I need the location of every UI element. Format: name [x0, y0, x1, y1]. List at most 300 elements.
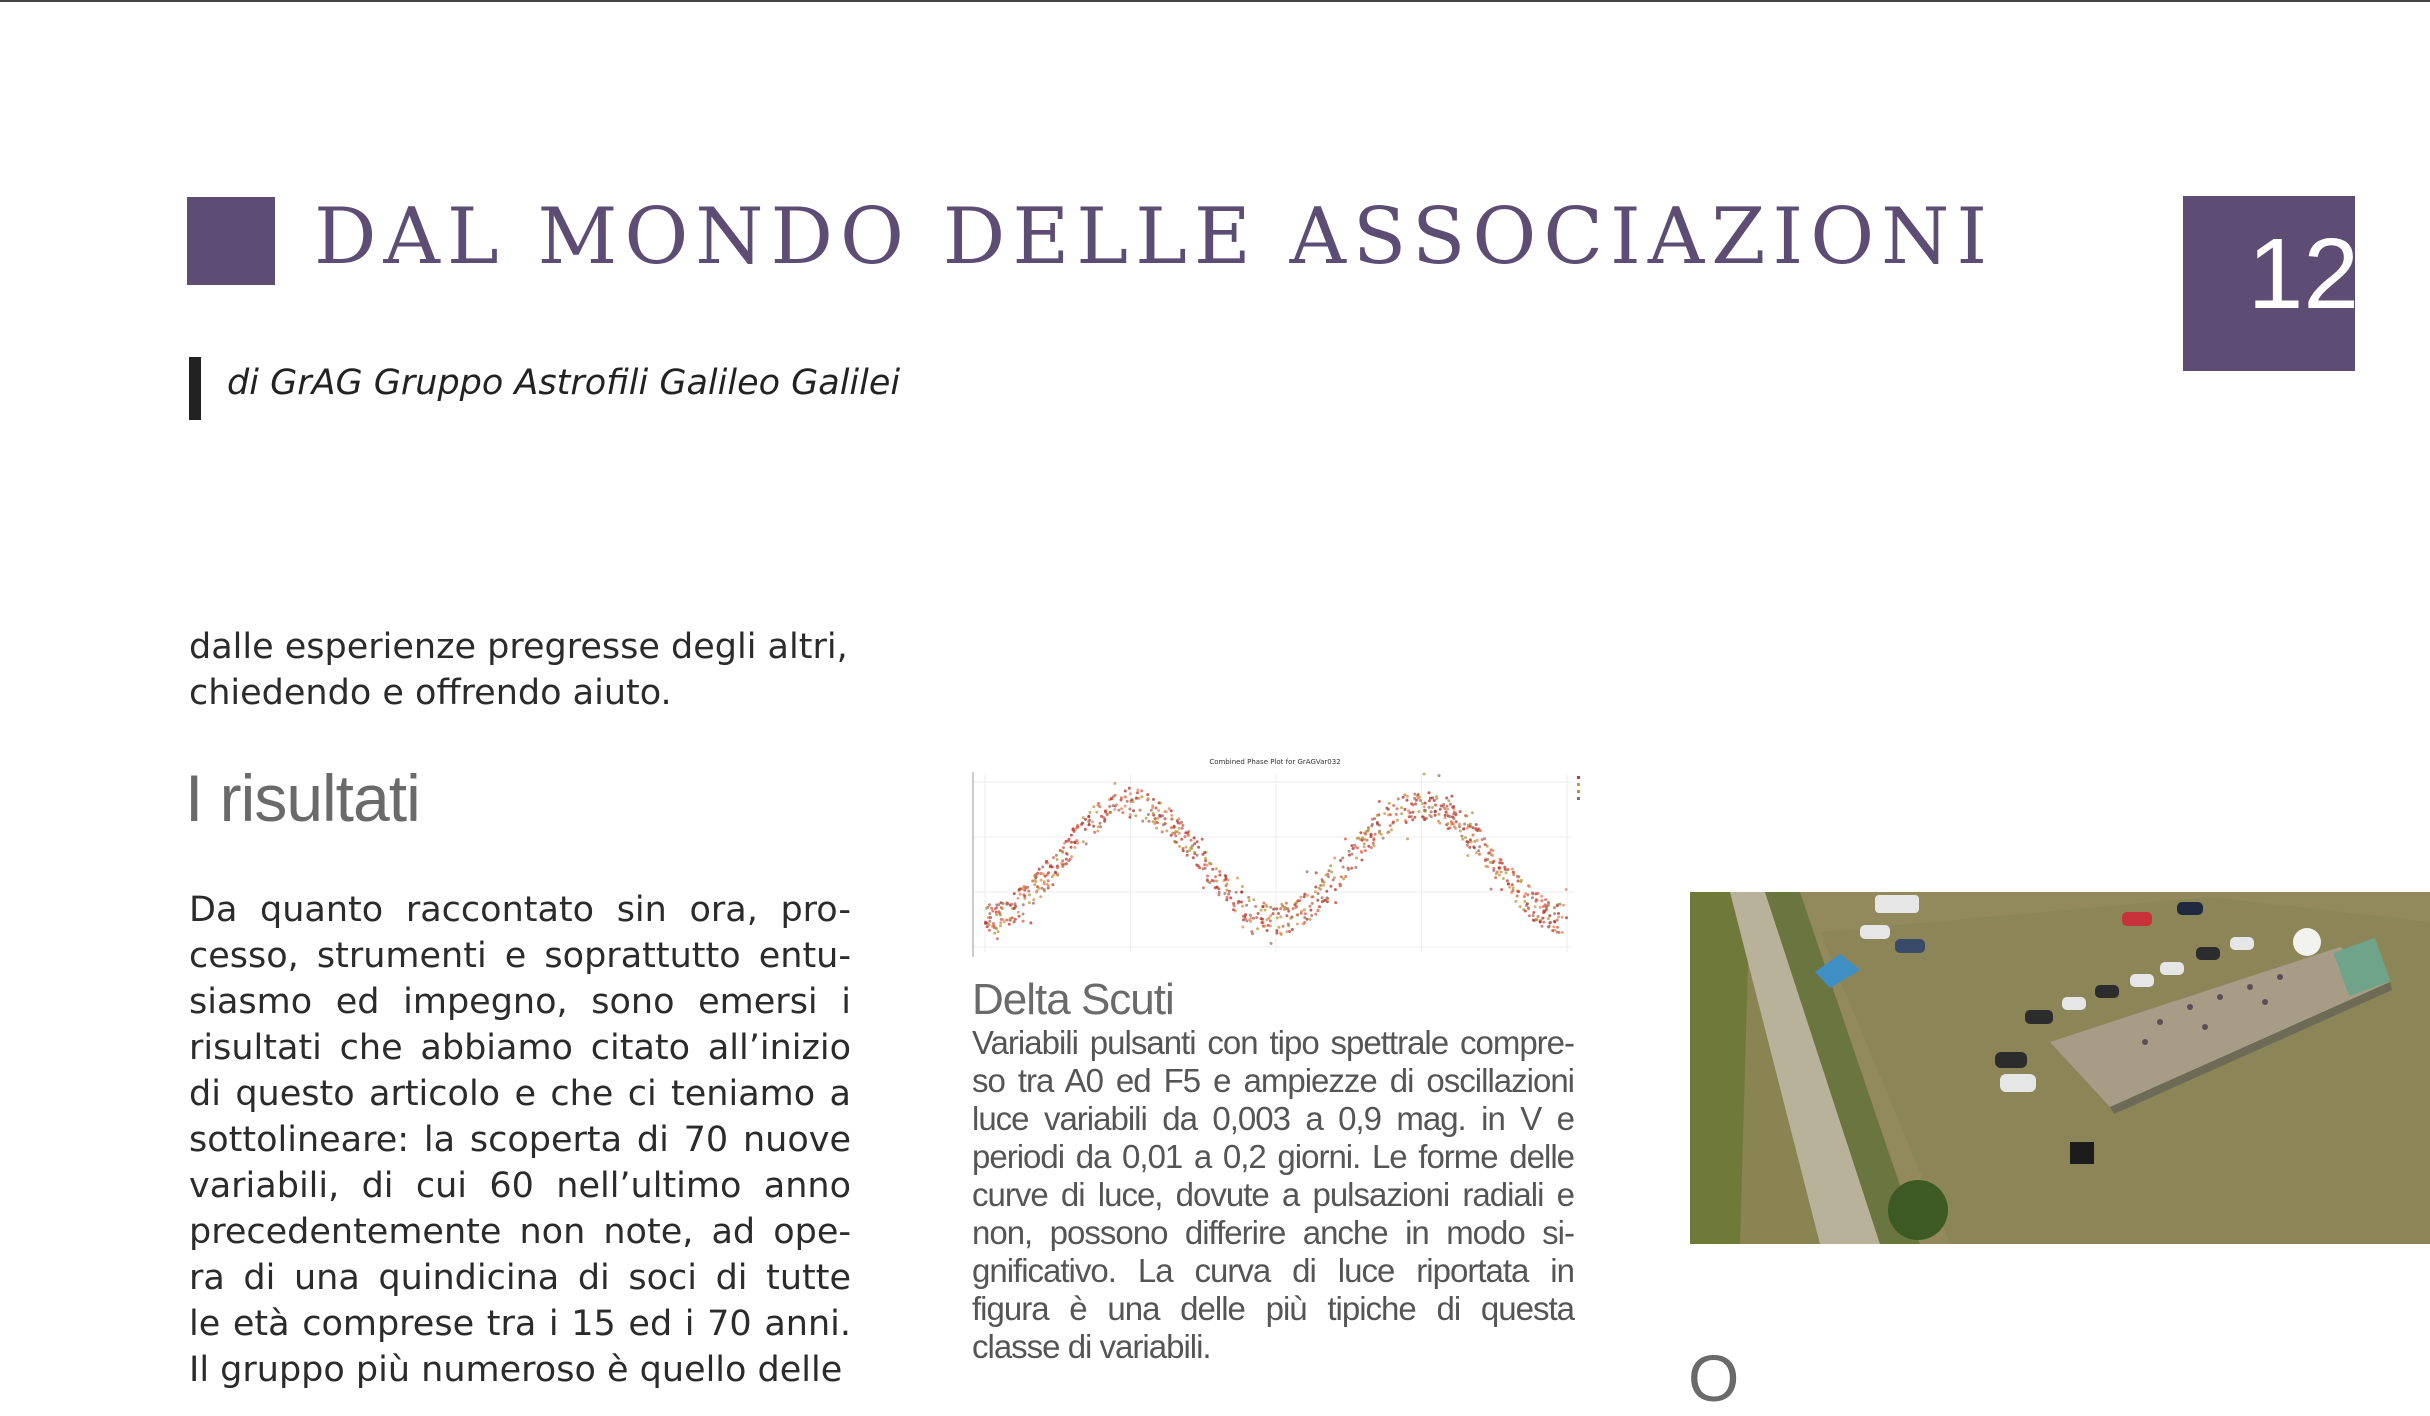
data-point [1170, 814, 1173, 817]
data-point [1208, 862, 1211, 865]
data-point [1040, 879, 1043, 882]
data-point [1505, 871, 1508, 874]
page-number: 12 [2247, 218, 2359, 330]
car [2095, 985, 2119, 998]
caption-line: curve di luce, dovute a pulsazioni radiali e [972, 1176, 1574, 1213]
data-point [1344, 838, 1347, 841]
data-point [1544, 903, 1547, 906]
legend-swatch [1577, 783, 1580, 786]
data-point [1055, 854, 1058, 857]
data-point [1140, 789, 1143, 792]
data-point [1466, 826, 1469, 829]
data-point [1309, 905, 1312, 908]
data-point [1300, 912, 1303, 915]
data-point [1512, 887, 1515, 890]
data-point [1018, 888, 1021, 891]
data-point [1174, 830, 1177, 833]
data-point [1217, 893, 1220, 896]
data-point [984, 921, 987, 924]
caption-title: Delta Scuti [972, 975, 1174, 1024]
data-point [1117, 809, 1120, 812]
data-point [1383, 812, 1386, 815]
data-point [1326, 897, 1329, 900]
data-point [1333, 857, 1336, 860]
data-point [1306, 894, 1309, 897]
data-point [1161, 830, 1164, 833]
person [2247, 984, 2253, 990]
data-point [1332, 878, 1335, 881]
data-point [1423, 805, 1426, 808]
data-point [1556, 919, 1559, 922]
data-point [1147, 797, 1150, 800]
paragraph-line: ra di una quindicina di soci di tutte [189, 1258, 851, 1298]
data-point [1446, 822, 1449, 825]
data-point [1459, 830, 1462, 833]
data-point [1229, 896, 1232, 899]
data-point [1264, 909, 1267, 912]
data-point [986, 925, 989, 928]
data-point [1507, 882, 1510, 885]
data-point [1334, 901, 1337, 904]
data-point [1245, 904, 1248, 907]
data-point [1328, 869, 1331, 872]
legend-swatch [1577, 790, 1580, 793]
data-point [1417, 810, 1420, 813]
data-point [1189, 846, 1192, 849]
data-point [993, 926, 996, 929]
paragraph-line: variabili, di cui 60 nell’ultimo anno [189, 1166, 851, 1206]
data-point [1395, 813, 1398, 816]
data-point [1360, 850, 1363, 853]
data-point [988, 903, 991, 906]
data-point [1265, 905, 1268, 908]
data-point [1376, 823, 1379, 826]
data-point [1334, 888, 1337, 891]
data-point [1000, 906, 1003, 909]
data-point [1534, 905, 1537, 908]
data-point [1468, 846, 1471, 849]
data-point [1052, 856, 1055, 859]
data-point [1355, 857, 1358, 860]
data-point [1242, 915, 1245, 918]
data-point [1561, 931, 1564, 934]
data-point [1137, 797, 1140, 800]
data-point [1537, 915, 1540, 918]
data-point [1092, 805, 1095, 808]
data-point [1270, 942, 1273, 945]
data-point [1204, 859, 1207, 862]
data-point [1455, 820, 1458, 823]
data-point [1010, 903, 1013, 906]
data-point [1372, 839, 1375, 842]
data-point [1085, 842, 1088, 845]
data-point [1084, 818, 1087, 821]
data-point [1447, 827, 1450, 830]
paragraph-line: precedentemente non note, ad ope- [189, 1212, 851, 1252]
data-point [1017, 897, 1020, 900]
data-point [1056, 865, 1059, 868]
data-point [1296, 899, 1299, 902]
data-point [1046, 883, 1049, 886]
data-point [1466, 844, 1469, 847]
main-paragraph [189, 887, 851, 1393]
data-point [1400, 806, 1403, 809]
data-point [1076, 842, 1079, 845]
data-point [1156, 817, 1159, 820]
car [1995, 1052, 2027, 1068]
caption-line: Variabili pulsanti con tipo spettrale compre- [972, 1024, 1574, 1061]
car [2025, 1010, 2053, 1024]
data-point [1561, 916, 1564, 919]
data-point [1061, 850, 1064, 853]
data-point [1519, 905, 1522, 908]
data-point [1321, 878, 1324, 881]
data-point [1005, 919, 1008, 922]
data-point [1304, 912, 1307, 915]
data-point [999, 914, 1002, 917]
data-point [1500, 871, 1503, 874]
data-point [1068, 838, 1071, 841]
caption-line: classe di variabili. [972, 1328, 1211, 1365]
data-point [1029, 921, 1032, 924]
data-point [1147, 813, 1150, 816]
data-point [1453, 817, 1456, 820]
data-point [1406, 795, 1409, 798]
data-point [1087, 815, 1090, 818]
data-point [1378, 800, 1381, 803]
caption-line: non, possono differire anche in modo si- [972, 1214, 1574, 1251]
data-point [1516, 895, 1519, 898]
data-point [1173, 826, 1176, 829]
data-point [1319, 884, 1322, 887]
data-point [1299, 896, 1302, 899]
section-heading: I risultati [185, 761, 420, 835]
data-point [1257, 912, 1260, 915]
data-point [985, 907, 988, 910]
data-point [1195, 864, 1198, 867]
data-point [1317, 892, 1320, 895]
data-point [1534, 892, 1537, 895]
data-point [1033, 883, 1036, 886]
data-point [1140, 795, 1143, 798]
data-point [1553, 912, 1556, 915]
data-point [1423, 818, 1426, 821]
data-point [1073, 841, 1076, 844]
data-point [1323, 881, 1326, 884]
data-point [1124, 790, 1127, 793]
data-point [1070, 841, 1073, 844]
data-point [1241, 885, 1244, 888]
data-point [995, 906, 998, 909]
data-point [1434, 814, 1437, 817]
data-point [1489, 861, 1492, 864]
dark-object [2070, 1142, 2094, 1164]
data-point [1150, 809, 1153, 812]
data-point [1128, 808, 1131, 811]
data-point [1233, 904, 1236, 907]
data-point [1348, 854, 1351, 857]
data-point [1260, 921, 1263, 924]
data-point [1279, 915, 1282, 918]
data-point [1193, 836, 1196, 839]
data-point [1327, 875, 1330, 878]
person [2187, 1004, 2193, 1010]
data-point [1235, 891, 1238, 894]
legend-swatch [1577, 776, 1580, 779]
data-point [1165, 829, 1168, 832]
car [2000, 1074, 2036, 1092]
data-point [1285, 930, 1288, 933]
data-point [1430, 810, 1433, 813]
data-point [1168, 807, 1171, 810]
data-point [1363, 845, 1366, 848]
data-point [1158, 801, 1161, 804]
data-point [1348, 850, 1351, 853]
data-point [1080, 823, 1083, 826]
data-point [1421, 802, 1424, 805]
data-point [1063, 842, 1066, 845]
data-point [1275, 932, 1278, 935]
data-point [1288, 930, 1291, 933]
data-point [1494, 876, 1497, 879]
data-point [1147, 820, 1150, 823]
data-point [1419, 799, 1422, 802]
data-point [1556, 904, 1559, 907]
data-point [1547, 901, 1550, 904]
caption-line: so tra A0 ed F5 e ampiezze di oscillazioni [972, 1062, 1574, 1099]
data-point [1070, 855, 1073, 858]
data-point [1443, 816, 1446, 819]
data-point [1033, 874, 1036, 877]
data-point [1469, 838, 1472, 841]
data-point [1182, 849, 1185, 852]
tree [1888, 1180, 1948, 1240]
data-point [1019, 893, 1022, 896]
data-point [988, 920, 991, 923]
caption-line: figura è una delle più tipiche di questa [972, 1290, 1574, 1327]
data-point [1051, 883, 1054, 886]
data-point [1190, 839, 1193, 842]
data-point [1252, 898, 1255, 901]
person [2262, 999, 2268, 1005]
data-point [1026, 886, 1029, 889]
data-point [1170, 834, 1173, 837]
data-point [1152, 798, 1155, 801]
data-point [1157, 809, 1160, 812]
data-point [1511, 889, 1514, 892]
data-point [1113, 782, 1116, 785]
data-point [1082, 840, 1085, 843]
data-point [991, 910, 994, 913]
data-point [1201, 838, 1204, 841]
data-point [1206, 864, 1209, 867]
data-point [1263, 925, 1266, 928]
data-point [1519, 880, 1522, 883]
data-point [1439, 808, 1442, 811]
data-point [1204, 867, 1207, 870]
data-point [1387, 808, 1390, 811]
data-point [1084, 828, 1087, 831]
data-point [997, 903, 1000, 906]
data-point [1216, 886, 1219, 889]
aerial-photo-illustration [1690, 892, 2430, 1244]
data-point [1325, 874, 1328, 877]
data-point [1099, 822, 1102, 825]
car [2062, 997, 2086, 1010]
data-point [1174, 834, 1177, 837]
person [2202, 1024, 2208, 1030]
data-point [1120, 807, 1123, 810]
data-point [1014, 918, 1017, 921]
data-point [1178, 817, 1181, 820]
data-point [1449, 803, 1452, 806]
data-point [1139, 809, 1142, 812]
data-point [1486, 858, 1489, 861]
data-point [1232, 908, 1235, 911]
data-point [1224, 875, 1227, 878]
data-point [1366, 839, 1369, 842]
data-point [1339, 859, 1342, 862]
data-point [1389, 824, 1392, 827]
data-point [1009, 917, 1012, 920]
data-point [1445, 797, 1448, 800]
data-point [1134, 814, 1137, 817]
data-point [1240, 901, 1243, 904]
data-point [1431, 806, 1434, 809]
data-point [1558, 931, 1561, 934]
car [2177, 902, 2203, 915]
section-title: DAL MONDO DELLE ASSOCIAZIONI [314, 192, 1995, 282]
data-point [1247, 896, 1250, 899]
data-point [1027, 890, 1030, 893]
data-point [1186, 832, 1189, 835]
data-point [1277, 912, 1280, 915]
data-point [1211, 868, 1214, 871]
data-point [1022, 913, 1025, 916]
data-point [1255, 916, 1258, 919]
person [2157, 1019, 2163, 1025]
data-point [988, 912, 991, 915]
aerial-observatory-photo [1690, 892, 2430, 1244]
data-point [1542, 921, 1545, 924]
data-point [1178, 822, 1181, 825]
data-point [1506, 879, 1509, 882]
data-point [1318, 887, 1321, 890]
data-point [1249, 920, 1252, 923]
data-point [1488, 851, 1491, 854]
car [2130, 974, 2154, 987]
data-point [1433, 799, 1436, 802]
data-point [1249, 914, 1252, 917]
data-point [1517, 890, 1520, 893]
paragraph-line: Da quanto raccontato sin ora, pro- [189, 890, 851, 930]
data-point [1067, 859, 1070, 862]
data-point [1330, 870, 1333, 873]
data-point [1512, 873, 1515, 876]
data-point [1129, 813, 1132, 816]
top-rule [0, 0, 2430, 2]
data-point [1473, 846, 1476, 849]
data-point [1158, 814, 1161, 817]
data-point [1406, 799, 1409, 802]
data-point [1545, 908, 1548, 911]
next-section-heading-fragment: O [1688, 1341, 1740, 1415]
data-point [1145, 817, 1148, 820]
data-point [1527, 906, 1530, 909]
data-point [1523, 895, 1526, 898]
data-point [1411, 818, 1414, 821]
data-point [1097, 802, 1100, 805]
data-point [1434, 804, 1437, 807]
data-point [1451, 806, 1454, 809]
data-point [1347, 867, 1350, 870]
paragraph-line: di questo articolo e che ci teniamo a [189, 1074, 851, 1114]
data-point [1413, 793, 1416, 796]
data-point [1005, 903, 1008, 906]
data-point [1356, 837, 1359, 840]
data-point [1370, 835, 1373, 838]
data-point [1108, 805, 1111, 808]
data-point [1392, 804, 1395, 807]
data-point [1552, 925, 1555, 928]
data-point [1382, 837, 1385, 840]
data-point [1262, 905, 1265, 908]
data-point [1322, 884, 1325, 887]
byline: di GrAG Gruppo Astrofili Galileo Galilei [227, 363, 901, 403]
observatory-dome [2293, 928, 2321, 956]
data-point [1002, 902, 1005, 905]
data-point [1279, 932, 1282, 935]
data-point [1517, 880, 1520, 883]
phase-plot-chart [955, 752, 1595, 957]
data-point [1321, 896, 1324, 899]
data-point [1151, 806, 1154, 809]
data-point [1202, 886, 1205, 889]
data-point [1445, 812, 1448, 815]
data-point [1440, 804, 1443, 807]
data-point [1287, 910, 1290, 913]
data-point [1511, 883, 1514, 886]
data-point [1531, 891, 1534, 894]
data-point [1181, 827, 1184, 830]
data-point [1547, 904, 1550, 907]
data-point [1372, 842, 1375, 845]
data-point [1043, 888, 1046, 891]
data-point [1472, 826, 1475, 829]
data-point [1541, 917, 1544, 920]
data-point [1097, 825, 1100, 828]
data-point [1490, 888, 1493, 891]
data-point [1387, 813, 1390, 816]
data-point [1361, 859, 1364, 862]
data-point [1110, 797, 1113, 800]
data-point [1498, 861, 1501, 864]
data-point [1471, 811, 1474, 814]
data-point [1171, 818, 1174, 821]
data-point [1088, 823, 1091, 826]
data-point [1303, 895, 1306, 898]
data-point [999, 921, 1002, 924]
data-point [1478, 845, 1481, 848]
data-point [1374, 833, 1377, 836]
data-point [1329, 885, 1332, 888]
data-point [1248, 899, 1251, 902]
data-point [1214, 875, 1217, 878]
byline-bar [189, 357, 201, 420]
data-point [1178, 845, 1181, 848]
data-point [1038, 868, 1041, 871]
data-point [1277, 926, 1280, 929]
